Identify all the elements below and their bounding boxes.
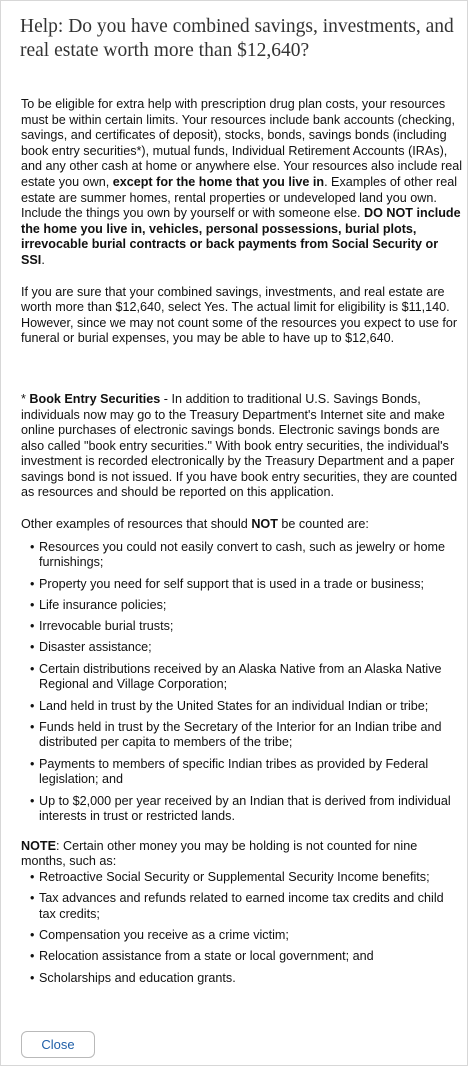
resources-paragraph	[21, 97, 463, 269]
list-item: • Tax advances and refunds related to earned income tax credits and child tax credits;	[21, 891, 463, 922]
resources-text-3: .	[41, 252, 45, 267]
book-entry-text: - In addition to traditional U.S. Savings Bonds, individuals now may go to the Treasury Department's Internet site and make online purchases of electronic savings bonds. Electronic savings bonds are also called "book entry securities." With book entry securities, the individual's investment is recorded electronically by the Treasury Department and a paper savings bond is not issued. If you have book entry securities, they are counted as resources and should be reported on this application.	[21, 391, 458, 500]
book-entry-paragraph	[21, 392, 463, 501]
list-item: • Scholarships and education grants.	[21, 971, 463, 987]
list-item: • Payments to members of specific Indian tribes as provided by Federal legislation; and	[21, 757, 463, 788]
list-item: • Land held in trust by the United States for an individual Indian or tribe;	[21, 699, 463, 715]
list-item: • Funds held in trust by the Secretary of the Interior for an Indian tribe and distributed per capita to members of the tribe;	[21, 720, 463, 751]
book-entry-heading: Book Entry Securities	[29, 391, 161, 406]
help-content	[21, 97, 463, 992]
list-item: • Property you need for self support that is used in a trade or business;	[21, 577, 463, 593]
list-item: • Resources you could not easily convert to cash, such as jewelry or home furnishings;	[21, 540, 463, 571]
limit-paragraph: If you are sure that your combined savings, investments, and real estate are worth more than $12,640, select Yes. The actual limit for eligibility is $11,140. However, since we may not count some of the resources you expect to use for funeral or burial expenses, you may be able to have up to $12,640.	[21, 284, 458, 346]
note-label: NOTE	[21, 838, 56, 853]
list-item: • Compensation you receive as a crime victim;	[21, 928, 463, 944]
not-counted-list	[21, 540, 463, 825]
list-item: • Relocation assistance from a state or local government; and	[21, 949, 463, 965]
note-text: : Certain other money you may be holding is not counted for nine months, such as:	[21, 838, 418, 869]
home-exception-text: except for the home that you live in	[112, 174, 325, 189]
not-counted-text-1: Other examples of resources that should	[21, 517, 252, 532]
not-counted-text-2: be counted are:	[277, 517, 369, 532]
dialog-title: Help: Do you have combined savings, investments, and real estate worth more than $12,640?	[20, 16, 454, 61]
note-paragraph	[21, 839, 463, 870]
list-item: • Retroactive Social Security or Supplemental Security Income benefits;	[21, 870, 463, 886]
nine-months-list	[21, 870, 463, 986]
not-emphasis: NOT	[251, 517, 278, 532]
list-item: • Disaster assistance;	[21, 640, 463, 656]
resources-text-1: To be eligible for extra help with prescription drug plan costs, your resources must be within certain limits. Your resources include bank accounts (checking, savings, and certificates of deposit), stocks, bonds, savings bonds (including book entry securities*), mutual funds, Individual Retirement Accounts (IRAs), and any other cash at home or anywhere else. Your resources also include real estate you own,	[21, 97, 463, 189]
list-item: • Irrevocable burial trusts;	[21, 619, 463, 635]
do-not-include-text: DO NOT include the home you live in, vehicles, personal possessions, burial plots, irrevocable burial contracts or back payments from Social Security or SSI	[21, 206, 461, 267]
list-item: • Certain distributions received by an Alaska Native from an Alaska Native Regional and Village Corporation;	[21, 662, 463, 693]
list-item: • Up to $2,000 per year received by an Indian that is derived from individual interests in trust or restricted lands.	[21, 794, 463, 825]
asterisk: *	[21, 391, 30, 406]
close-button[interactable]: Close	[21, 1031, 95, 1058]
resources-text-2: . Examples of other real estate are summer homes, rental properties or undeveloped land you own. Include the things you own by yourself or with someone else.	[21, 174, 458, 221]
not-counted-intro	[21, 517, 463, 533]
list-item: • Life insurance policies;	[21, 598, 463, 614]
